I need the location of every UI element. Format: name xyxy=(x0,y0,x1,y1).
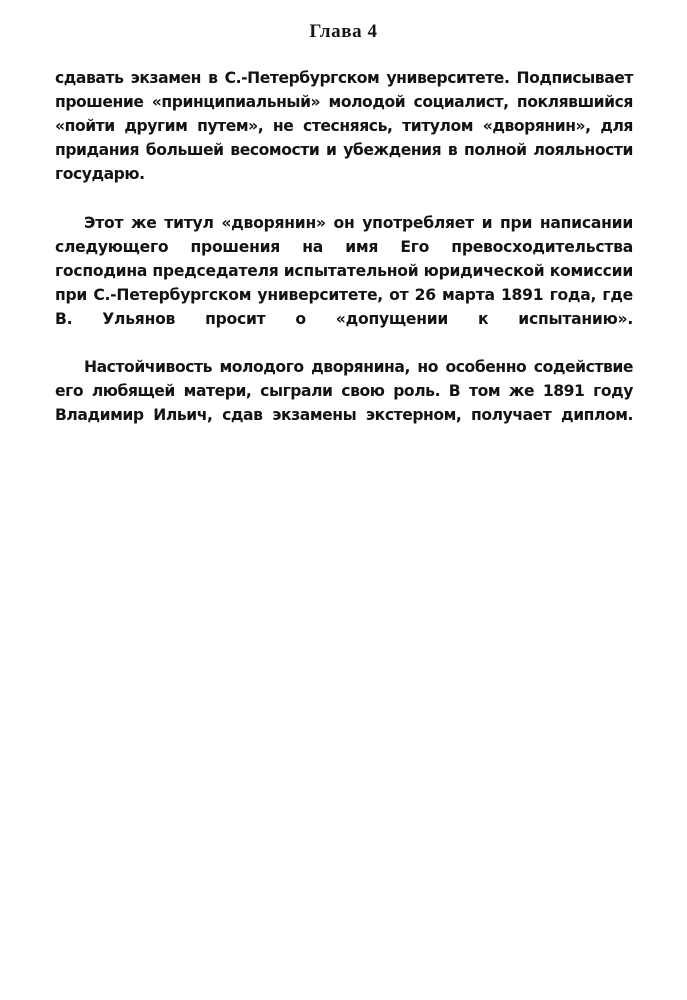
paragraph-continued: сдавать экзамен в С.-Петербургском университете. Подписывает прошение «принципиальный» молодой социалист, поклявшийся «пойти другим путем», не стесняясь, титулом «дворянин», для придания большей весомости и убеждения в полной лояльности государю. xyxy=(55,69,633,184)
paragraph-third: Настойчивость молодого дворянина, но особенно содействие его любящей матери, сыграли свою роль. В том же 1891 году Владимир Ильич, сдав экзамены экстерном, получает диплом. xyxy=(55,358,633,425)
running-head-chapter: Глава 4 xyxy=(309,21,378,42)
paragraph-second: Этот же титул «дворянин» он употребляет и при написании следующего прошения на имя Его превосходительства господина председателя испытательной юридической комиссии при С.-Петербургском университете, от 26 марта 1891 года, где В. Ульянов просит о «допущении к испытанию». xyxy=(55,213,633,328)
blank-page-area xyxy=(0,392,687,1000)
